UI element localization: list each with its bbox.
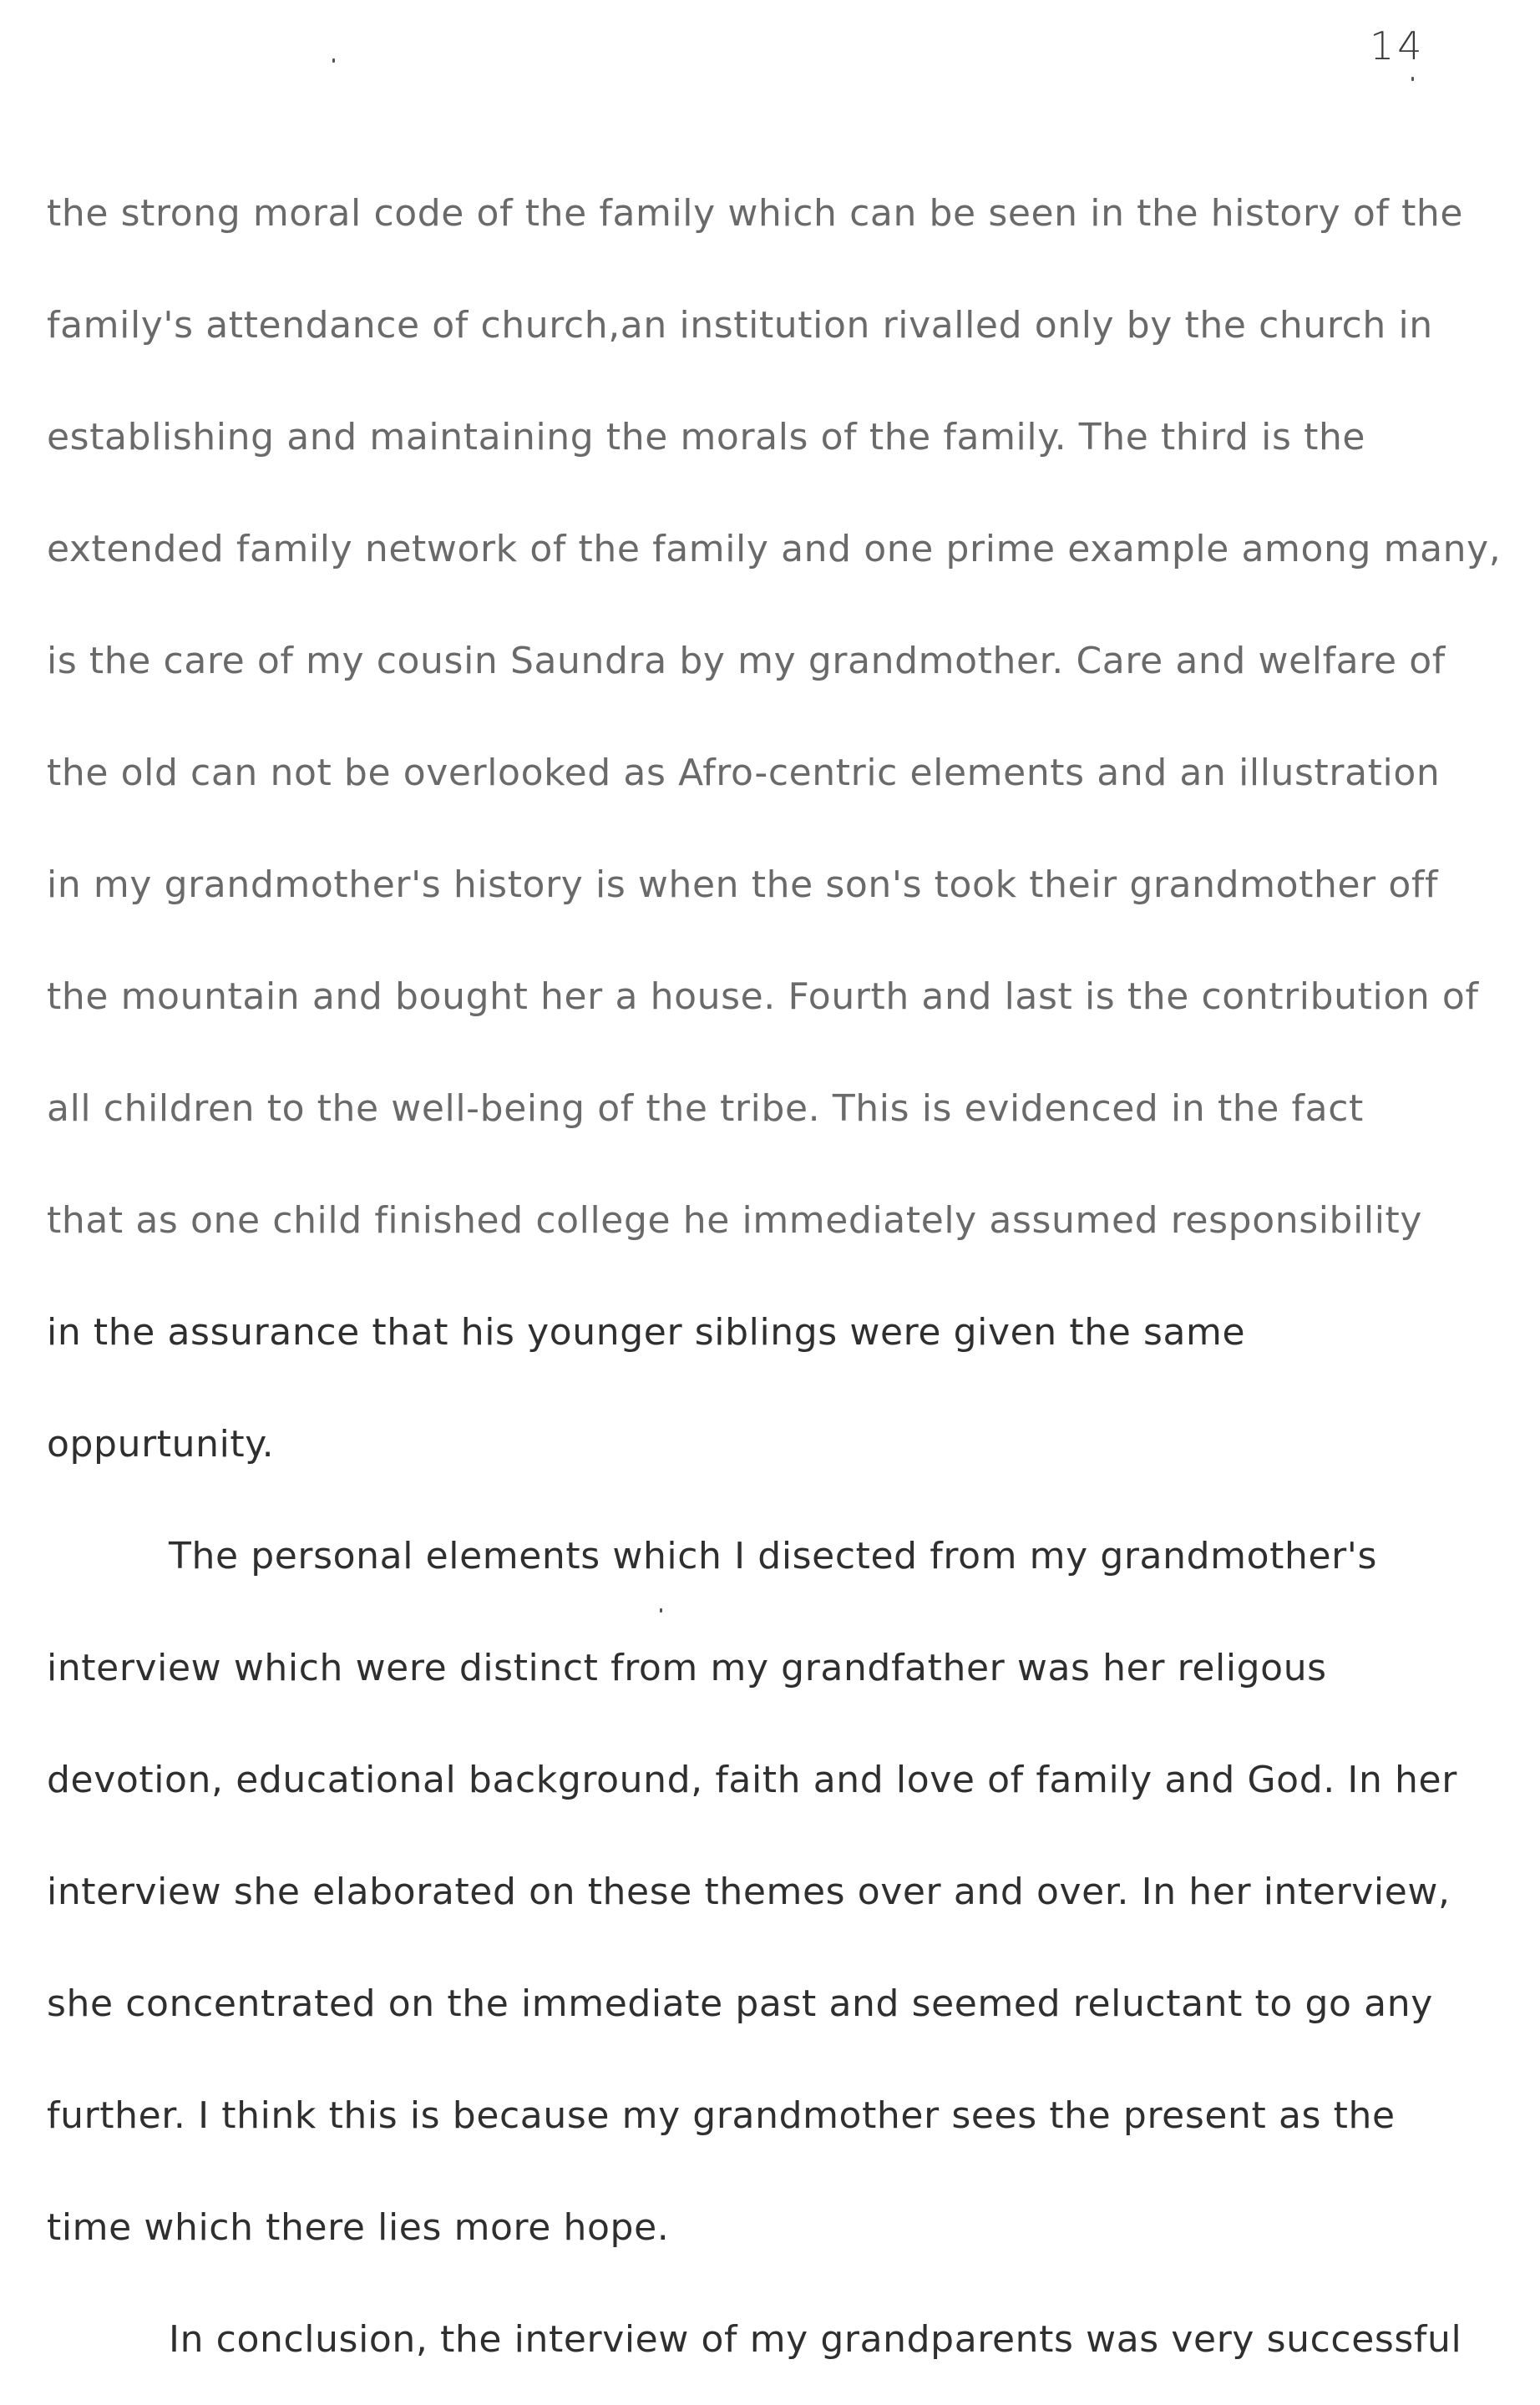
- text-line: the mountain and bought her a house. Fourth and last is the contribution of: [47, 975, 1479, 1018]
- text-line: further. I think this is because my grandmother sees the present as the: [47, 2094, 1396, 2137]
- text-line: time which there lies more hope.: [47, 2206, 670, 2249]
- text-line: she concentrated on the immediate past and seemed reluctant to go any: [47, 1982, 1433, 2025]
- paragraph-start-line: In conclusion, the interview of my grandparents was very successful: [169, 2318, 1462, 2361]
- text-line: interview which were distinct from my grandfather was her religous: [47, 1647, 1327, 1689]
- text-line: that as one child finished college he immediately assumed responsibility: [47, 1199, 1423, 1242]
- page-number: 14: [1370, 23, 1426, 68]
- text-line: in the assurance that his younger siblings were given the same: [47, 1311, 1246, 1354]
- text-line: establishing and maintaining the morals of the family. The third is the: [47, 416, 1366, 458]
- text-line: the strong moral code of the family which can be seen in the history of the: [47, 192, 1464, 235]
- scan-speck: [332, 58, 335, 63]
- text-line: interview she elaborated on these themes over and over. In her interview,: [47, 1871, 1451, 1913]
- text-line: is the care of my cousin Saundra by my grandmother. Care and welfare of: [47, 640, 1446, 682]
- text-line: all children to the well-being of the tribe. This is evidenced in the fact: [47, 1087, 1364, 1130]
- scan-speck: [1411, 77, 1414, 81]
- scan-speck: [660, 1608, 662, 1613]
- text-line: the old can not be overlooked as Afro-centric elements and an illustration: [47, 752, 1441, 794]
- text-line: oppurtunity.: [47, 1423, 275, 1466]
- text-line: extended family network of the family and one prime example among many,: [47, 528, 1502, 570]
- paragraph-start-line: The personal elements which I disected from my grandmother's: [169, 1535, 1378, 1577]
- text-line: in my grandmother's history is when the son's took their grandmother off: [47, 863, 1439, 906]
- text-line: family's attendance of church,an institution rivalled only by the church in: [47, 304, 1433, 347]
- text-line: devotion, educational background, faith and love of family and God. In her: [47, 1759, 1457, 1801]
